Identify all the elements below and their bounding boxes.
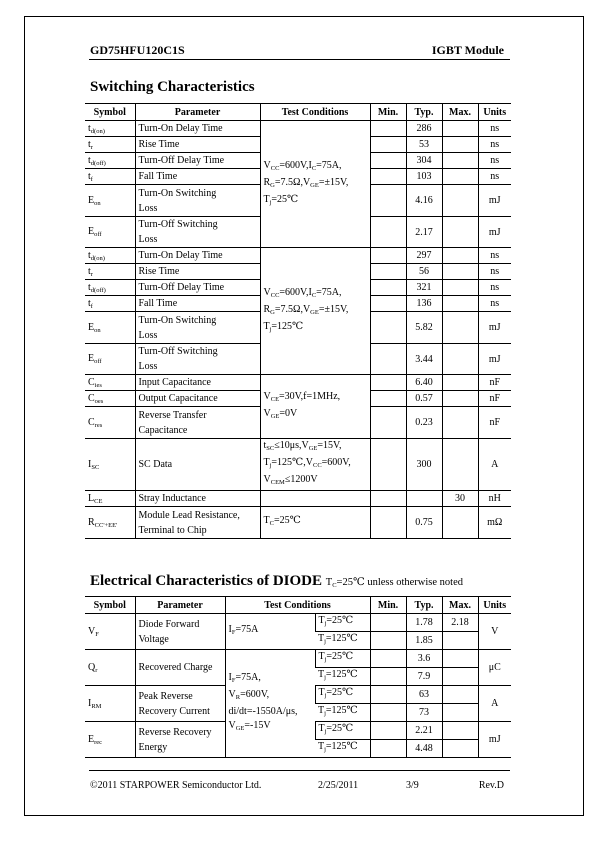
- min-value: [370, 391, 406, 407]
- col-header: Min.: [370, 104, 406, 121]
- typ-value: 5.82: [406, 312, 442, 344]
- col-header: Symbol: [85, 597, 135, 614]
- min-value: [370, 185, 406, 217]
- min-value: [370, 137, 406, 153]
- max-value: [442, 296, 478, 312]
- min-value: [370, 722, 406, 740]
- col-header: Units: [478, 597, 511, 614]
- max-value: [442, 153, 478, 169]
- parameter: Diode Forward Voltage: [135, 614, 225, 650]
- parameter: Fall Time: [135, 169, 260, 185]
- symbol: $L_{CE}$: [85, 491, 135, 507]
- typ-value: 3.44: [406, 344, 442, 375]
- unit: ns: [478, 169, 511, 185]
- max-value: [442, 344, 478, 375]
- symbol: $E_{off}$: [85, 217, 135, 248]
- unit: ns: [478, 121, 511, 137]
- min-value: [370, 704, 406, 722]
- max-value: [442, 121, 478, 137]
- table-row: [85, 650, 511, 668]
- symbol: $Q_r$: [85, 650, 135, 686]
- table-row: [85, 375, 511, 391]
- typ-value: 6.40: [406, 375, 442, 391]
- test-conditions: $V_{CC}=600V,I_C=75A$, $R_G=7.5\Omega,V_{GE}=\pm 15V$, $T_j=25℃$: [260, 121, 370, 248]
- typ-value: 321: [406, 280, 442, 296]
- typ-value: 3.6: [406, 650, 442, 668]
- min-value: [370, 312, 406, 344]
- max-value: [442, 169, 478, 185]
- unit: nF: [478, 391, 511, 407]
- symbol: $I_{SC}$: [85, 439, 135, 491]
- test-conditions: $I_F=75A$: [225, 614, 315, 650]
- diode-title-text: Electrical Characteristics of DIODE: [90, 573, 323, 589]
- test-conditions: $V_{CE}=30V,f=1MHz$, $V_{GE}=0V$: [260, 375, 370, 439]
- col-header: Parameter: [135, 104, 260, 121]
- min-value: [370, 121, 406, 137]
- symbol: $R_{CC'+EE'}$: [85, 507, 135, 539]
- col-header: Typ.: [406, 104, 442, 121]
- unit: nH: [478, 491, 511, 507]
- min-value: [370, 280, 406, 296]
- min-value: [370, 248, 406, 264]
- unit: V: [478, 614, 511, 650]
- typ-value: 7.9: [406, 668, 442, 686]
- min-value: [370, 169, 406, 185]
- col-header: Units: [478, 104, 511, 121]
- typ-value: 4.48: [406, 740, 442, 758]
- symbol: $C_{oes}$: [85, 391, 135, 407]
- min-value: [370, 296, 406, 312]
- parameter: Turn-On Delay Time: [135, 121, 260, 137]
- min-value: [370, 153, 406, 169]
- symbol: $t_f$: [85, 169, 135, 185]
- temperature: $T_j=125℃$: [315, 704, 370, 722]
- unit: mJ: [478, 185, 511, 217]
- symbol: $E_{on}$: [85, 312, 135, 344]
- max-value: [442, 740, 478, 758]
- parameter: Turn-Off Delay Time: [135, 153, 260, 169]
- copyright: ©2011 STARPOWER Semiconductor Ltd.: [90, 780, 262, 791]
- col-header: Symbol: [85, 104, 135, 121]
- min-value: [370, 375, 406, 391]
- part-number: GD75HFU120C1S: [90, 43, 185, 57]
- symbol: $t_{d(on)}$: [85, 248, 135, 264]
- symbol: $t_f$: [85, 296, 135, 312]
- unit: nF: [478, 407, 511, 439]
- max-value: 2.18: [442, 614, 478, 632]
- parameter: Peak Reverse Recovery Current: [135, 686, 225, 722]
- symbol: $t_r$: [85, 137, 135, 153]
- footer-date: 2/25/2011: [318, 780, 359, 791]
- unit: ns: [478, 137, 511, 153]
- table-row: [85, 121, 511, 137]
- table-row: [85, 507, 511, 539]
- typ-value: 103: [406, 169, 442, 185]
- table-row: [85, 248, 511, 264]
- max-value: [442, 185, 478, 217]
- table-row: [85, 439, 511, 491]
- parameter: Turn-On Switching Loss: [135, 312, 260, 344]
- typ-value: 63: [406, 686, 442, 704]
- max-value: [442, 391, 478, 407]
- parameter: Rise Time: [135, 264, 260, 280]
- test-conditions: [260, 491, 370, 507]
- typ-value: 4.16: [406, 185, 442, 217]
- parameter: Turn-On Switching Loss: [135, 185, 260, 217]
- min-value: [370, 614, 406, 632]
- col-header: Test Conditions: [260, 104, 370, 121]
- unit: ns: [478, 153, 511, 169]
- min-value: [370, 407, 406, 439]
- switching-table: [85, 103, 511, 539]
- typ-value: 300: [406, 439, 442, 491]
- typ-value: 286: [406, 121, 442, 137]
- unit: nF: [478, 375, 511, 391]
- temperature: $T_j=125℃$: [315, 740, 370, 758]
- typ-value: 0.23: [406, 407, 442, 439]
- col-header: Min.: [370, 597, 406, 614]
- symbol: $t_{d(off)}$: [85, 153, 135, 169]
- unit: ns: [478, 280, 511, 296]
- col-header: Parameter: [135, 597, 225, 614]
- module-type: IGBT Module: [431, 43, 504, 57]
- min-value: [370, 217, 406, 248]
- col-header: Max.: [442, 104, 478, 121]
- symbol: $C_{res}$: [85, 407, 135, 439]
- unit: ns: [478, 264, 511, 280]
- typ-value: 53: [406, 137, 442, 153]
- unit: mJ: [478, 312, 511, 344]
- col-header: Test Conditions: [225, 597, 370, 614]
- unit: μC: [478, 650, 511, 686]
- typ-value: 0.75: [406, 507, 442, 539]
- max-value: [442, 264, 478, 280]
- footer-divider: [89, 770, 510, 771]
- typ-value: 304: [406, 153, 442, 169]
- unit: mJ: [478, 722, 511, 758]
- typ-value: 1.78: [406, 614, 442, 632]
- parameter: Input Capacitance: [135, 375, 260, 391]
- max-value: [442, 650, 478, 668]
- diode-title: [90, 573, 463, 590]
- min-value: [370, 264, 406, 280]
- test-conditions: $I_F=75A$, $V_R=600V$, di/dt=-1550A/μs, $V_{GE}=-15V$: [225, 650, 315, 758]
- max-value: [442, 439, 478, 491]
- parameter: Turn-Off Switching Loss: [135, 217, 260, 248]
- min-value: [370, 668, 406, 686]
- typ-value: 73: [406, 704, 442, 722]
- test-conditions: $T_C=25℃$: [260, 507, 370, 539]
- unit: mΩ: [478, 507, 511, 539]
- temperature: $T_j=25℃$: [315, 722, 370, 740]
- symbol: $E_{rec}$: [85, 722, 135, 758]
- min-value: [370, 439, 406, 491]
- min-value: [370, 491, 406, 507]
- parameter: SC Data: [135, 439, 260, 491]
- min-value: [370, 650, 406, 668]
- max-value: [442, 217, 478, 248]
- max-value: [442, 507, 478, 539]
- typ-value: 2.21: [406, 722, 442, 740]
- symbol: $E_{on}$: [85, 185, 135, 217]
- symbol: $t_{d(off)}$: [85, 280, 135, 296]
- temperature: $T_j=125℃$: [315, 632, 370, 650]
- max-value: [442, 137, 478, 153]
- symbol: $V_F$: [85, 614, 135, 650]
- unit: mJ: [478, 217, 511, 248]
- page-number: 3/9: [406, 780, 419, 791]
- test-conditions: $t_{SC}\le 10\mu s,V_{GE}=15V$, $T_j=125℃,V_{CC}=600V$, $V_{CEM}\le 1200V$: [260, 439, 370, 491]
- temperature: $T_j=25℃$: [315, 686, 370, 704]
- max-value: [442, 312, 478, 344]
- min-value: [370, 632, 406, 650]
- typ-value: 1.85: [406, 632, 442, 650]
- parameter: Reverse Recovery Energy: [135, 722, 225, 758]
- symbol: $t_{d(on)}$: [85, 121, 135, 137]
- typ-value: 2.17: [406, 217, 442, 248]
- unit: ns: [478, 296, 511, 312]
- parameter: Fall Time: [135, 296, 260, 312]
- max-value: [442, 722, 478, 740]
- parameter: Reverse Transfer Capacitance: [135, 407, 260, 439]
- parameter: Module Lead Resistance, Terminal to Chip: [135, 507, 260, 539]
- min-value: [370, 507, 406, 539]
- symbol: $t_r$: [85, 264, 135, 280]
- parameter: Rise Time: [135, 137, 260, 153]
- min-value: [370, 686, 406, 704]
- parameter: Turn-Off Switching Loss: [135, 344, 260, 375]
- max-value: [442, 686, 478, 704]
- parameter: Recovered Charge: [135, 650, 225, 686]
- unit: A: [478, 439, 511, 491]
- max-value: [442, 668, 478, 686]
- switching-title: Switching Characteristics: [90, 79, 255, 95]
- max-value: [442, 704, 478, 722]
- diode-table: [85, 596, 511, 758]
- max-value: [442, 632, 478, 650]
- header-divider: [89, 59, 510, 60]
- max-value: [442, 407, 478, 439]
- parameter: Turn-Off Delay Time: [135, 280, 260, 296]
- typ-value: 297: [406, 248, 442, 264]
- diode-title-note: $T_C=25℃$ unless otherwise noted: [325, 577, 463, 589]
- typ-value: 56: [406, 264, 442, 280]
- min-value: [370, 344, 406, 375]
- col-header: Typ.: [406, 597, 442, 614]
- temperature: $T_j=125℃$: [315, 668, 370, 686]
- max-value: [442, 248, 478, 264]
- test-conditions: $V_{CC}=600V,I_C=75A$, $R_G=7.5\Omega,V_{GE}=\pm 15V$, $T_j=125℃$: [260, 248, 370, 375]
- col-header: Max.: [442, 597, 478, 614]
- min-value: [370, 740, 406, 758]
- max-value: [442, 280, 478, 296]
- unit: ns: [478, 248, 511, 264]
- symbol: $C_{ies}$: [85, 375, 135, 391]
- symbol: $I_{RM}$: [85, 686, 135, 722]
- max-value: [442, 375, 478, 391]
- parameter: Output Capacitance: [135, 391, 260, 407]
- unit: A: [478, 686, 511, 722]
- temperature: $T_j=25℃$: [315, 614, 370, 632]
- parameter: Stray Inductance: [135, 491, 260, 507]
- unit: mJ: [478, 344, 511, 375]
- table-row: [85, 614, 511, 632]
- max-value: 30: [442, 491, 478, 507]
- typ-value: [406, 491, 442, 507]
- table-row: [85, 491, 511, 507]
- revision: Rev.D: [478, 780, 504, 791]
- symbol: $E_{off}$: [85, 344, 135, 375]
- typ-value: 136: [406, 296, 442, 312]
- parameter: Turn-On Delay Time: [135, 248, 260, 264]
- typ-value: 0.57: [406, 391, 442, 407]
- temperature: $T_j=25℃$: [315, 650, 370, 668]
